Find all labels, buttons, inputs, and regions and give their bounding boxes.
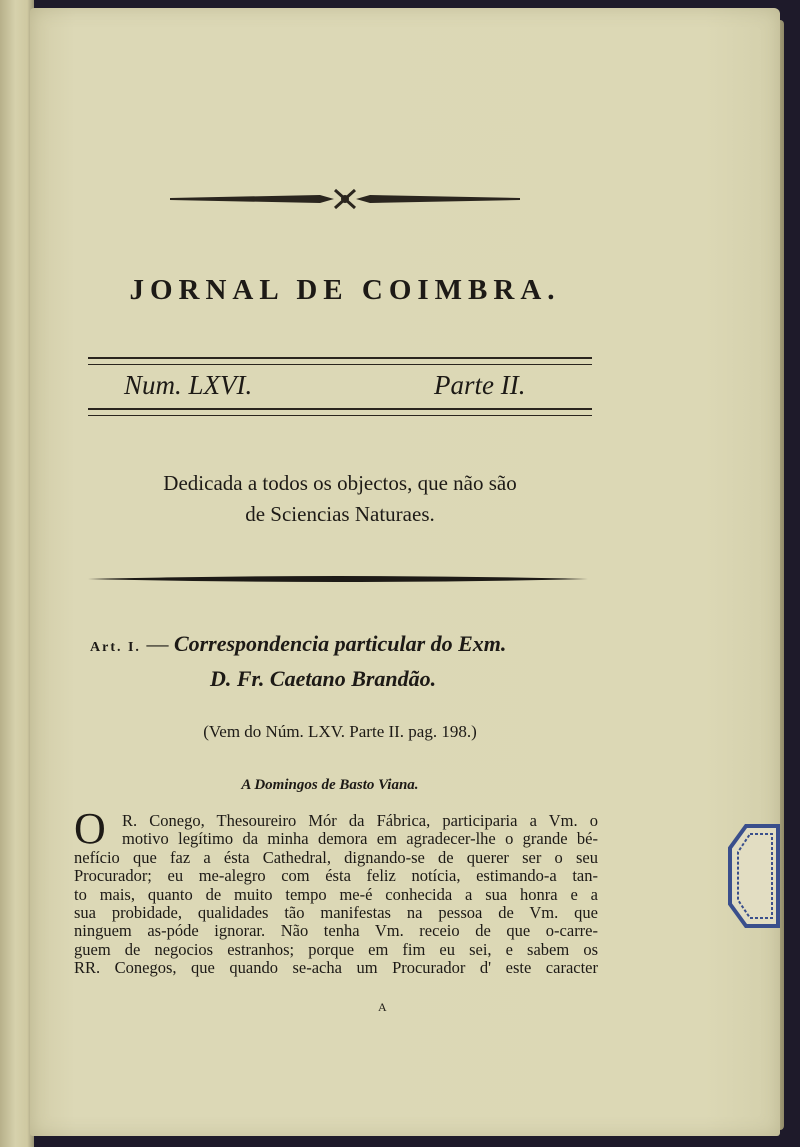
signature-mark: A xyxy=(378,1000,388,1014)
article-dash: — xyxy=(146,631,169,656)
journal-title: JORNAL DE COIMBRA. xyxy=(129,274,561,306)
facing-page-edge xyxy=(0,0,34,1147)
article-title-line-1: Correspondencia particular do Exm. xyxy=(173,631,507,656)
dedication-line-2: de Sciencias Naturaes. xyxy=(245,502,435,526)
body-line: RR. Conegos, que quando se-acha um Procurador d' este caracter xyxy=(74,958,598,978)
body-line: ninguem as-póde ignorar. Não tenha Vm. receio de que o-carre- xyxy=(74,921,598,941)
article-heading xyxy=(90,631,610,657)
dedication xyxy=(110,468,570,530)
double-rule-bottom xyxy=(88,408,592,416)
body-line: motivo legítimo da minha demora em agradecer-lhe o grande bé- xyxy=(122,829,598,849)
library-stamp-icon xyxy=(726,824,780,928)
article-label: Art. I. xyxy=(90,640,141,655)
body-line: to mais, quanto de muito tempo me-é conhecida a sua honra e a xyxy=(74,884,598,904)
issue-part: Parte II. xyxy=(434,370,526,400)
dedication-line-1: Dedicada a todos os objectos, que não são xyxy=(163,471,517,495)
body-line: Procurador; eu me-alegro com ésta feliz notícia, estimando-a tan- xyxy=(74,866,598,886)
body-line: nefício que faz a ésta Cathedral, dignando-se de querer ser o seu xyxy=(74,847,598,867)
addressee: A Domingos de Basto Viana. xyxy=(241,777,419,793)
issue-number: Num. LXVI. xyxy=(124,370,253,400)
thick-rule xyxy=(88,574,588,584)
body-line: guem de negocios estranhos; porque em fim eu sei, e sabem os xyxy=(74,939,598,959)
body-line: sua probidade, qualidades tão manifestas na pessoa de Vm. que xyxy=(74,903,598,923)
double-rule-top xyxy=(88,357,592,365)
article-body xyxy=(74,812,598,978)
article-title-line-2: D. Fr. Caetano Brandão. xyxy=(210,666,437,691)
drop-cap: O xyxy=(74,804,106,853)
continued-from: (Vem do Núm. LXV. Parte II. pag. 198.) xyxy=(203,722,477,741)
ornament-divider xyxy=(170,184,520,214)
body-line: R. Conego, Thesoureiro Mór da Fábrica, participaria a Vm. o xyxy=(122,811,598,830)
